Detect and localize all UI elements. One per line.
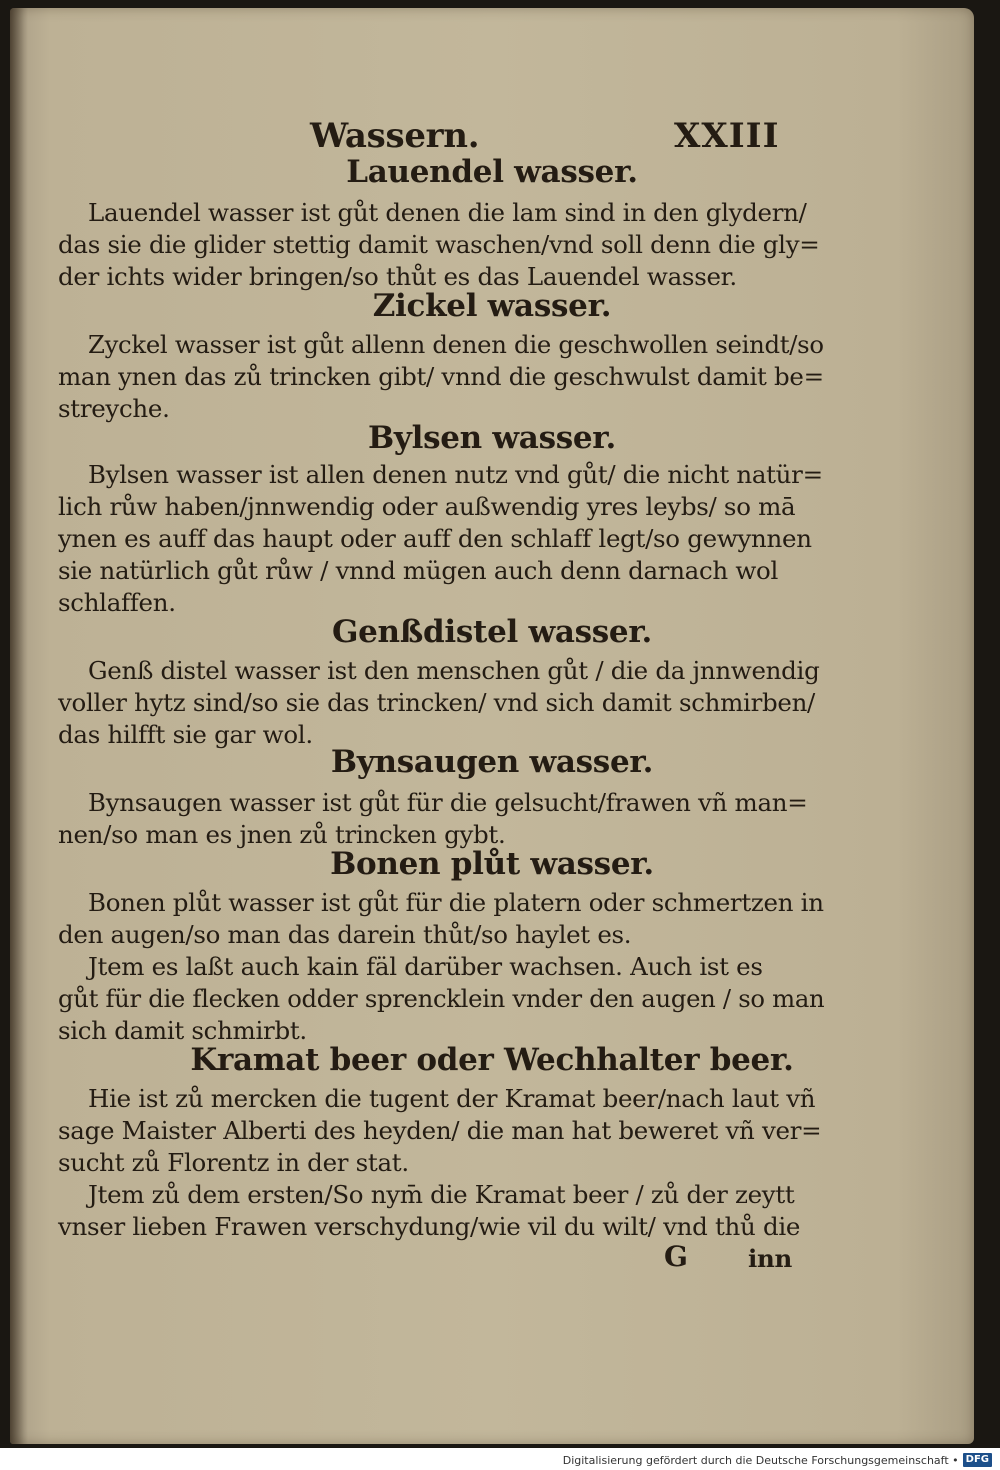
- section-heading: Lauendel wasser.: [346, 154, 638, 190]
- credit-text: Digitalisierung gefördert durch die Deutsche Forschungsgemeinschaft •: [562, 1453, 959, 1467]
- section-heading: Bynsaugen wasser.: [330, 744, 654, 780]
- text-line: Jtem zů dem ersten/So nym̄ die Kramat beer / zů der zeytt: [88, 1180, 795, 1209]
- text-line: Bylsen wasser ist allen denen nutz vnd gůt/ die nicht natür=: [88, 460, 823, 489]
- section-heading: Genßdistel wasser.: [331, 614, 653, 650]
- text-line: gůt für die flecken odder sprencklein vnder den augen / so man: [58, 984, 825, 1013]
- text-line: sie natürlich gůt růw / vnnd mügen auch denn darnach wol: [58, 556, 779, 585]
- book-page: [10, 8, 974, 1444]
- digitization-credit: [563, 1452, 992, 1468]
- text-line: nen/so man es jnen zů trincken gybt.: [58, 820, 506, 849]
- text-line: Lauendel wasser ist gůt denen die lam sind in den glydern/: [88, 198, 807, 227]
- text-line: sage Maister Alberti des heyden/ die man hat beweret vñ ver=: [58, 1116, 822, 1145]
- section-heading: Kramat beer oder Wechhalter beer.: [190, 1042, 794, 1078]
- text-line: ynen es auff das haupt oder auff den schlaff legt/so gewynnen: [58, 524, 812, 553]
- text-line: Jtem es laßt auch kain fäl darüber wachsen. Auch ist es: [88, 952, 763, 981]
- text-line: schlaffen.: [58, 588, 176, 617]
- text-line: das hilfft sie gar wol.: [58, 720, 313, 749]
- text-line: streyche.: [58, 394, 170, 423]
- text-line: das sie die glider stettig damit waschen/vnd soll denn die gly=: [58, 230, 820, 259]
- text-line: sich damit schmirbt.: [58, 1016, 307, 1045]
- text-line: lich růw haben/jnnwendig oder außwendig yres leybs/ so mā: [58, 492, 796, 521]
- text-line: Bynsaugen wasser ist gůt für die gelsucht/frawen vñ man=: [88, 788, 808, 817]
- text-line: voller hytz sind/so sie das trincken/ vnd sich damit schmirben/: [58, 688, 816, 717]
- page-gutter-shadow: [10, 8, 28, 1444]
- dfg-logo: DFG: [963, 1453, 992, 1467]
- catchword: inn: [748, 1244, 793, 1273]
- text-line: Genß distel wasser ist den menschen gůt / die da jnnwendig: [88, 656, 820, 685]
- text-line: Zyckel wasser ist gůt allenn denen die geschwollen seindt/so: [88, 330, 824, 359]
- text-line: den augen/so man das darein thůt/so haylet es.: [58, 920, 632, 949]
- text-line: Hie ist zů mercken die tugent der Kramat beer/nach laut vñ: [88, 1084, 816, 1113]
- text-line: der ichts wider bringen/so thůt es das Lauendel wasser.: [58, 262, 737, 291]
- section-heading: Zickel wasser.: [372, 288, 612, 324]
- folio-number: XXIII: [674, 116, 780, 156]
- section-heading: Bylsen wasser.: [368, 420, 616, 456]
- text-line: Bonen plůt wasser ist gůt für die platern oder schmertzen in: [88, 888, 824, 917]
- running-title: Wassern.: [310, 116, 480, 156]
- signature-mark: G: [664, 1240, 688, 1273]
- section-heading: Bonen plůt wasser.: [330, 846, 654, 882]
- text-line: sucht zů Florentz in der stat.: [58, 1148, 409, 1177]
- text-line: vnser lieben Frawen verschydung/wie vil du wilt/ vnd thů die: [58, 1212, 801, 1241]
- text-line: man ynen das zů trincken gibt/ vnnd die geschwulst damit be=: [58, 362, 824, 391]
